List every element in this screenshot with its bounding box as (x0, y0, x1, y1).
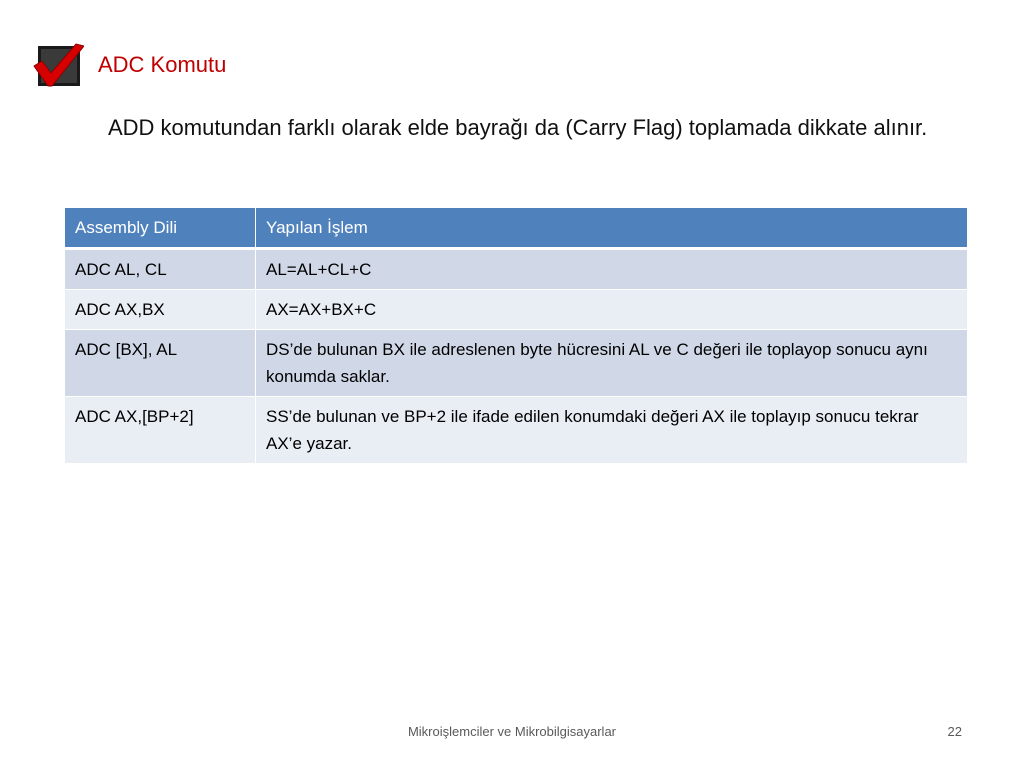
table-row (65, 249, 968, 290)
table-row (65, 330, 968, 397)
cell-operation: AL=AL+CL+C (256, 249, 968, 290)
cell-instruction: ADC AL, CL (65, 249, 256, 290)
cell-operation: DS’de bulunan BX ile adreslenen byte hücresini AL ve C değeri ile toplayop sonucu aynı konumda saklar. (256, 330, 968, 397)
checkmark-logo-icon (32, 42, 84, 90)
instruction-table (64, 207, 968, 464)
footer-course-title: Mikroişlemciler ve Mikrobilgisayarlar (407, 724, 617, 739)
page-number: 22 (947, 724, 962, 739)
intro-paragraph: ADD komutundan farklı olarak elde bayrağı da (Carry Flag) toplamada dikkate alınır. (108, 115, 928, 140)
table-row (65, 397, 968, 464)
header-assembly: Assembly Dili (65, 208, 256, 249)
cell-operation: AX=AX+BX+C (256, 290, 968, 330)
cell-instruction: ADC AX,[BP+2] (65, 397, 256, 464)
slide-title: ADC Komutu (98, 52, 227, 77)
header-operation: Yapılan İşlem (256, 208, 968, 249)
cell-operation: SS’de bulunan ve BP+2 ile ifade edilen konumdaki değeri AX ile toplayıp sonucu tekrar AX’e yazar. (256, 397, 968, 464)
table-header-row (65, 208, 968, 249)
cell-instruction: ADC AX,BX (65, 290, 256, 330)
table-row (65, 290, 968, 330)
cell-instruction: ADC [BX], AL (65, 330, 256, 397)
